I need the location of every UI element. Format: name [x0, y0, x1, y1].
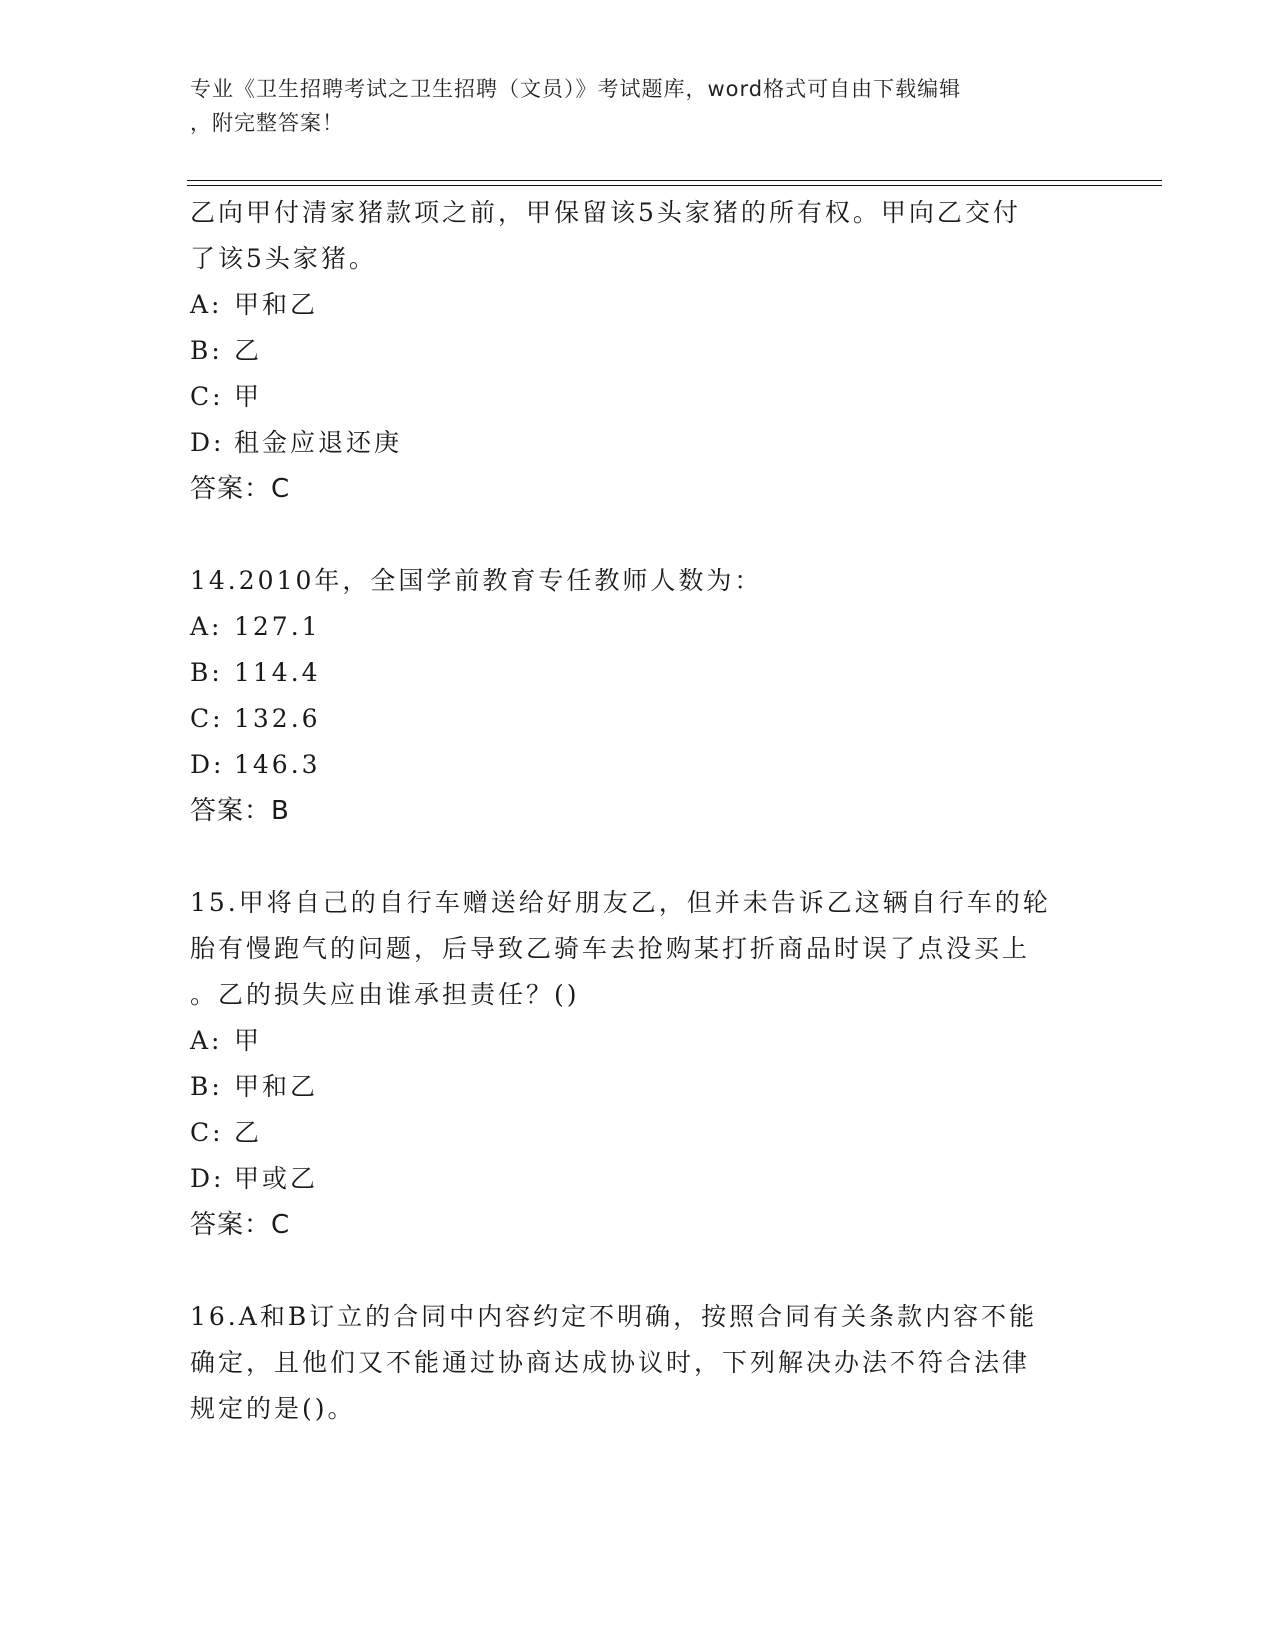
- option-letter: A:: [190, 1026, 223, 1055]
- question-stem-line: 14.2010年，全国学前教育专任教师人数为：: [190, 566, 763, 595]
- option-a: [190, 604, 1090, 650]
- option-letter: C:: [190, 1118, 224, 1147]
- option-letter: B:: [190, 336, 223, 365]
- option-letter: B:: [190, 658, 223, 687]
- option-letter: D:: [190, 750, 225, 779]
- option-text: 甲: [234, 1026, 263, 1055]
- question-stem-line: 胎有慢跑气的问题，后导致乙骑车去抢购某打折商品时误了点没买上: [190, 934, 1031, 963]
- option-letter: A:: [190, 612, 223, 641]
- spacer: [190, 1248, 1090, 1294]
- header-divider-top: [187, 180, 1162, 181]
- answer-line: 答案：C: [190, 474, 291, 504]
- question-stem-line: 规定的是()。: [190, 1394, 356, 1423]
- question-14: [190, 558, 1090, 834]
- option-letter: D:: [190, 428, 225, 457]
- spacer: [190, 834, 1090, 880]
- option-a: [190, 282, 1090, 328]
- question-stem-line: 了该5头家猪。: [190, 244, 377, 273]
- answer-line: 答案：B: [190, 796, 290, 826]
- option-text: 乙: [234, 1118, 263, 1147]
- option-text: 甲和乙: [234, 1072, 319, 1101]
- option-letter: C:: [190, 382, 224, 411]
- option-text: 甲或乙: [234, 1164, 319, 1193]
- header-divider-bottom: [187, 185, 1162, 186]
- question-stem-line: 16.A和B订立的合同中内容约定不明确，按照合同有关条款内容不能: [190, 1302, 1038, 1331]
- option-text: 乙: [234, 336, 263, 365]
- question-stem-line: 乙向甲付清家猪款项之前，甲保留该5头家猪的所有权。甲向乙交付: [190, 198, 1021, 227]
- header-line-1: 专业《卫生招聘考试之卫生招聘（文员）》考试题库，word格式可自由下载编辑: [190, 77, 962, 101]
- option-c: [190, 696, 1090, 742]
- question-stem-line: 确定，且他们又不能通过协商达成协议时，下列解决办法不符合法律: [190, 1348, 1031, 1377]
- option-letter: C:: [190, 704, 224, 733]
- option-text: 甲和乙: [234, 290, 319, 319]
- option-text: 132.6: [234, 704, 321, 733]
- option-text: 146.3: [234, 750, 321, 779]
- option-text: 租金应退还庚: [234, 428, 403, 457]
- document-body: [190, 190, 1090, 1432]
- option-letter: A:: [190, 290, 223, 319]
- spacer: [190, 512, 1090, 558]
- question-15: [190, 880, 1090, 1248]
- option-a: [190, 1018, 1090, 1064]
- question-13: [190, 190, 1090, 512]
- option-text: 114.4: [234, 658, 321, 687]
- option-b: [190, 328, 1090, 374]
- option-d: [190, 1156, 1090, 1202]
- option-text: 甲: [234, 382, 263, 411]
- document-header: [190, 72, 1070, 140]
- answer-line: 答案：C: [190, 1210, 291, 1240]
- option-b: [190, 1064, 1090, 1110]
- header-line-2: ，附完整答案！: [190, 111, 344, 135]
- question-stem-line: 15.甲将自己的自行车赠送给好朋友乙，但并未告诉乙这辆自行车的轮: [190, 888, 1051, 917]
- option-d: [190, 742, 1090, 788]
- option-text: 127.1: [234, 612, 321, 641]
- question-stem-line: 。乙的损失应由谁承担责任？(): [190, 980, 580, 1009]
- option-c: [190, 374, 1090, 420]
- option-b: [190, 650, 1090, 696]
- option-letter: B:: [190, 1072, 223, 1101]
- option-d: [190, 420, 1090, 466]
- option-letter: D:: [190, 1164, 225, 1193]
- question-16: [190, 1294, 1090, 1432]
- option-c: [190, 1110, 1090, 1156]
